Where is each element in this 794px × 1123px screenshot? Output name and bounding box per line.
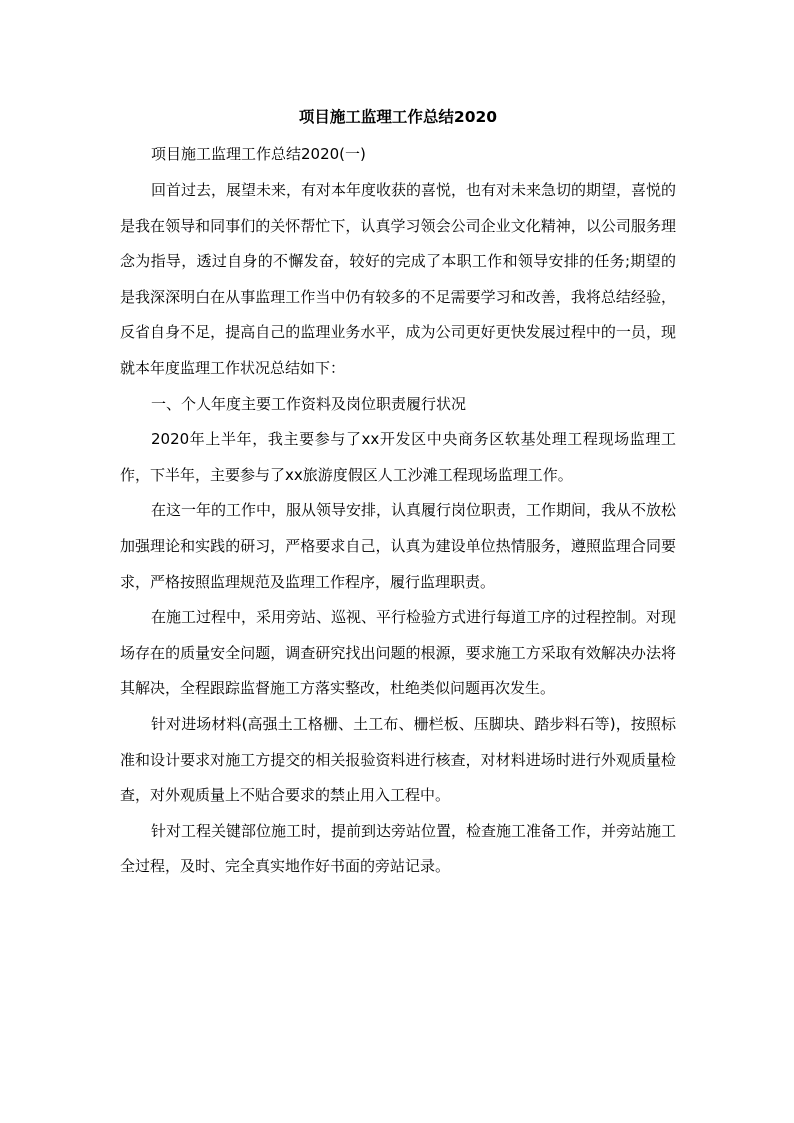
paragraph-process-control: 在施工过程中，采用旁站、巡视、平行检验方式进行每道工序的过程控制。对现场存在的质量安全问题，调查研究找出问题的根源，要求施工方采取有效解决办法将其解决，全程跟踪监督施工方落实整改，杜绝类似问题再次发生。	[120, 608, 677, 698]
section-heading: 一、个人年度主要工作资料及岗位职责履行状况	[151, 394, 467, 413]
document-body	[120, 137, 676, 885]
paragraph-intro: 回首过去，展望未来，有对本年度收获的喜悦，也有对未来急切的期望，喜悦的是我在领导和同事们的关怀帮忙下，认真学习领会公司企业文化精神，以公司服务理念为指导，透过自身的不懈发奋，较好的完成了本职工作和领导安排的任务;期望的是我深深明白在从事监理工作当中仍有较多的不足需要学习和改善，我将总结经验，反省自身不足，提高自己的监理业务水平，成为公司更好更快发展过程中的一员，现就本年度监理工作状况总结如下：	[120, 181, 677, 377]
document-subtitle: 项目施工监理工作总结2020(一)	[151, 145, 366, 163]
paragraph-key-parts: 针对工程关键部位施工时，提前到达旁站位置，检查施工准备工作，并旁站施工全过程，及时、完全真实地作好书面的旁站记录。	[120, 821, 677, 876]
document-title: 项目施工监理工作总结2020	[298, 108, 498, 126]
paragraph-materials: 针对进场材料(高强土工格栅、土工布、栅栏板、压脚块、踏步料石等)，按照标准和设计要求对施工方提交的相关报验资料进行核查，对材料进场时进行外观质量检查，对外观质量上不贴合要求的禁止用入工程中。	[120, 714, 676, 805]
paragraph-projects: 2020年上半年，我主要参与了xx开发区中央商务区软基处理工程现场监理工作，下半年，主要参与了xx旅游度假区人工沙滩工程现场监理工作。	[120, 430, 676, 484]
paragraph-duties: 在这一年的工作中，服从领导安排，认真履行岗位职责，工作期间，我从不放松加强理论和实践的研习，严格要求自己，认真为建设单位热情服务，遵照监理合同要求，严格按照监理规范及监理工作程序，履行监理职责。	[120, 501, 677, 591]
